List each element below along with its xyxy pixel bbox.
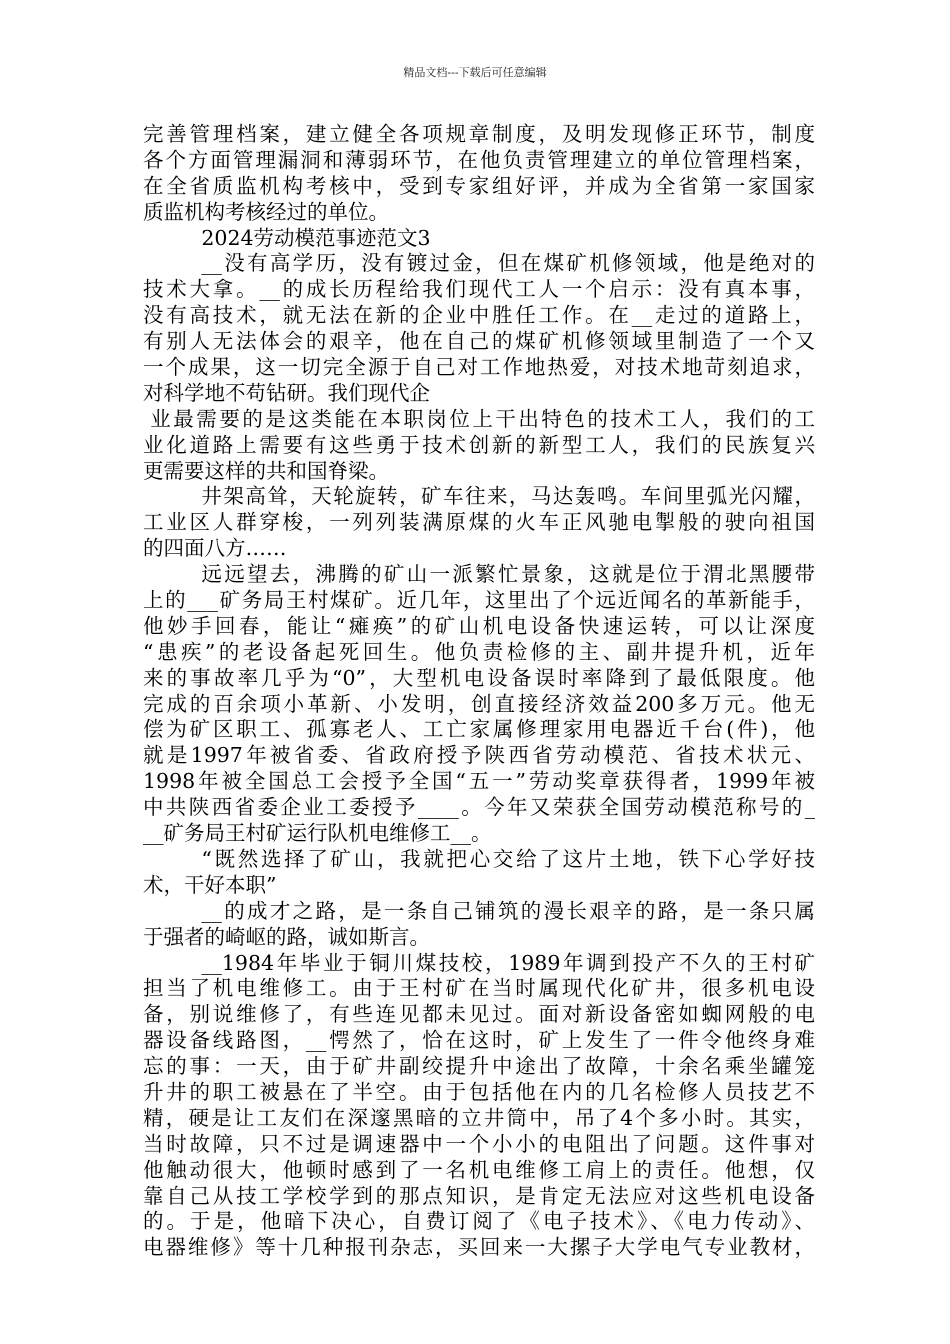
- text-line: 中共陕西省委企业工委授予____。今年又荣获全国劳动模范称号的_: [143, 795, 815, 820]
- text-line: 各个方面管理漏洞和薄弱环节，在他负责管理建立的单位管理档案，: [143, 147, 815, 172]
- text-line: 就是1997年被省委、省政府授予陕西省劳动模范、省技术状元、: [143, 743, 815, 768]
- text-line: __矿务局王村矿运行队机电维修工__。: [143, 821, 492, 846]
- text-line: 2024劳动模范事迹范文3: [201, 225, 431, 250]
- text-line: 完善管理档案，建立健全各项规章制度，及明发现修正环节，制度: [143, 122, 815, 146]
- text-line: 1998年被全国总工会授予全国“五一”劳动奖章获得者，1999年被: [143, 769, 815, 794]
- text-line: 有别人无法体会的艰辛，他在自己的煤矿机修领域里制造了一个又: [143, 329, 815, 354]
- text-line: 业最需要的是这类能在本职岗位上干出特色的技术工人，我们的工: [150, 406, 815, 431]
- text-line: 技术大拿。__的成长历程给我们现代工人一个启示：没有真本事，: [143, 277, 815, 302]
- text-line: 电器维修》等十几种报刊杂志，买回来一大摞子大学电气专业教材，: [143, 1235, 815, 1260]
- text-line: 精，硬是让工友们在深邃黑暗的立井筒中，吊了4个多小时。其实，: [143, 1105, 815, 1130]
- text-line: 对科学地不苟钻研。我们现代企: [143, 380, 430, 405]
- text-line: 担当了机电维修工。由于王村矿在当时属现代化矿井，很多机电设: [143, 976, 815, 1001]
- text-line: 上的___矿务局王村煤矿。近几年，这里出了个远近闻名的革新能手，: [143, 588, 815, 613]
- text-line: 偿为矿区职工、孤寡老人、工亡家属修理家用电器近千台(件)，他: [143, 717, 815, 742]
- text-line: __没有高学历，没有镀过金，但在煤矿机修领域，他是绝对的: [201, 251, 815, 276]
- text-line: 术，干好本职”: [143, 872, 277, 897]
- text-line: 来的事故率几乎为“0”，大型机电设备误时率降到了最低限度。他: [143, 665, 815, 690]
- text-line: “患疾”的老设备起死回生。他负责检修的主、副井提升机，近年: [143, 639, 815, 664]
- text-line: 业化道路上需要有这些勇于技术创新的新型工人，我们的民族复兴: [143, 432, 815, 457]
- text-line: 完成的百余项小革新、小发明，创直接经济效益200多万元。他无: [143, 691, 815, 716]
- text-line: 他妙手回春，能让“瘫痪”的矿山机电设备快速运转，可以让深度: [143, 613, 815, 638]
- text-line: 当时故障，只不过是调速器中一个小小的电阻出了问题。这件事对: [143, 1131, 815, 1156]
- text-line: 在全省质监机构考核中，受到专家组好评，并成为全省第一家国家: [143, 173, 815, 198]
- text-line: 忘的事：一天，由于矿井副绞提升中途出了故障，十余名乘坐罐笼: [143, 1054, 815, 1079]
- page-header: 精品文档---下载后可任意编辑: [403, 66, 547, 79]
- text-line: 工业区人群穿梭，一列列装满原煤的火车正风驰电掣般的驶向祖国: [143, 510, 815, 535]
- text-line: 的。于是，他暗下决心，自费订阅了《电子技术》、《电力传动》、: [143, 1209, 815, 1234]
- text-line: 井架高耸，天轮旋转，矿车往来，马达轰鸣。车间里弧光闪耀，: [201, 484, 815, 509]
- text-line: __的成才之路，是一条自己铺筑的漫长艰辛的路，是一条只属: [201, 898, 815, 923]
- text-line: 没有高技术，就无法在新的企业中胜任工作。在__走过的道路上，: [143, 303, 815, 328]
- text-line: 质监机构考核经过的单位。: [143, 199, 389, 224]
- text-line: 他触动很大，他顿时感到了一名机电维修工肩上的责任。他想，仅: [143, 1157, 815, 1182]
- text-line: “既然选择了矿山，我就把心交给了这片土地，铁下心学好技: [201, 846, 815, 871]
- text-line: 备，别说维修了，有些连见都未见过。面对新设备密如蜘网般的电: [143, 1002, 815, 1027]
- text-line: __1984年毕业于铜川煤技校，1989年调到投产不久的王村矿: [201, 950, 815, 975]
- text-line: 于强者的崎岖的路，诚如斯言。: [143, 924, 430, 949]
- text-line: 的四面八方……: [143, 536, 287, 561]
- document-body: [143, 122, 815, 1261]
- text-line: 一个成果，这一切完全源于自己对工作地热爱，对技术地苛刻追求，: [143, 355, 815, 380]
- text-line: 更需要这样的共和国脊梁。: [143, 458, 389, 483]
- text-line: 远远望去，沸腾的矿山一派繁忙景象，这就是位于渭北黑腰带: [201, 562, 815, 587]
- text-line: 靠自己从技工学校学到的那点知识，是肯定无法应对这些机电设备: [143, 1183, 815, 1208]
- text-line: 器设备线路图，__愕然了，恰在这时，矿上发生了一件令他终身难: [143, 1028, 815, 1053]
- text-line: 升井的职工被悬在了半空。由于包括他在内的几名检修人员技艺不: [143, 1079, 815, 1104]
